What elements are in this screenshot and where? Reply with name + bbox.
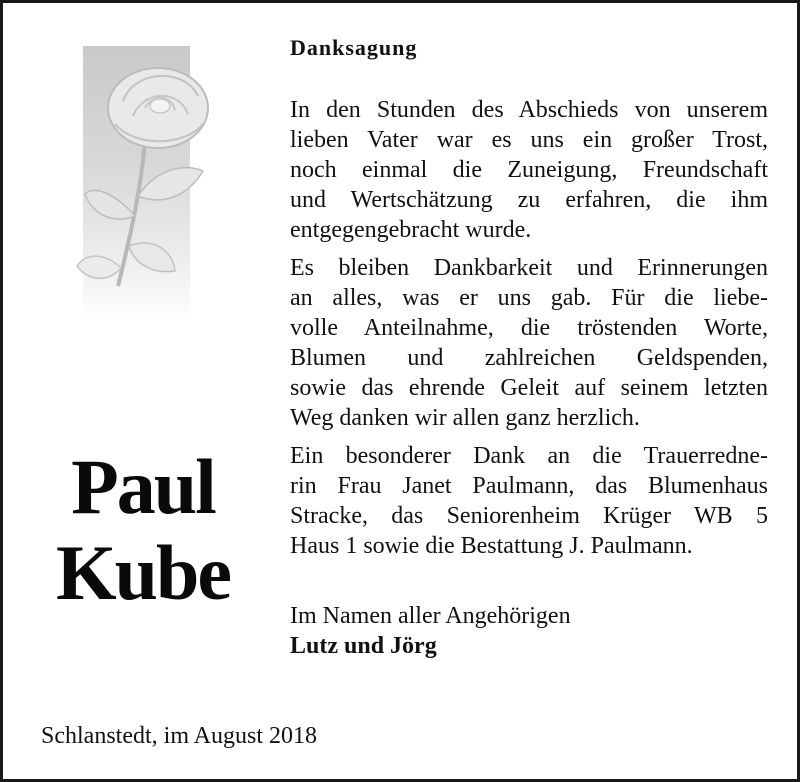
rose-panel [83,46,190,322]
text-line: sowie das ehrende Geleit auf seinem letzten [290,375,768,401]
deceased-first-name: Paul [71,443,215,530]
closing-signers: Lutz und Jörg [290,633,437,659]
text-line: Weg danken wir allen ganz herzlich. [290,405,640,431]
text-line: Haus 1 sowie die Bestattung J. Paulmann. [290,533,693,559]
text-line: In den Stunden des Abschieds von unserem [290,97,768,123]
text-column [290,33,768,661]
text-line: noch einmal die Zuneigung, Freundschaft [290,157,768,183]
text-line: Ein besonderer Dank an die Trauerredne- [290,443,768,469]
text-line: Es bleiben Dankbarkeit und Erinnerungen [290,255,768,281]
paragraph-3 [290,441,768,561]
closing-intro: Im Namen aller Angehörigen [290,603,571,629]
notice-heading: Danksagung [290,35,418,60]
place-and-date: Schlanstedt, im August 2018 [41,723,317,749]
text-line: und Wertschätzung zu erfahren, die ihm [290,187,768,213]
text-line: an alles, was er uns gab. Für die liebe- [290,285,768,311]
text-line: rin Frau Janet Paulmann, das Blumenhaus [290,473,768,499]
text-line: volle Anteilnahme, die tröstenden Worte, [290,315,768,341]
deceased-last-name: Kube [55,529,231,616]
rose-icon [63,46,213,326]
text-line: Stracke, das Seniorenheim Krüger WB 5 [290,503,768,529]
paragraph-1 [290,95,768,245]
paragraph-2 [290,253,768,433]
text-line: Blumen und zahlreichen Geldspenden, [290,345,768,371]
text-line: lieben Vater war es uns ein großer Trost, [290,127,768,153]
text-line: entgegengebracht wurde. [290,217,532,243]
